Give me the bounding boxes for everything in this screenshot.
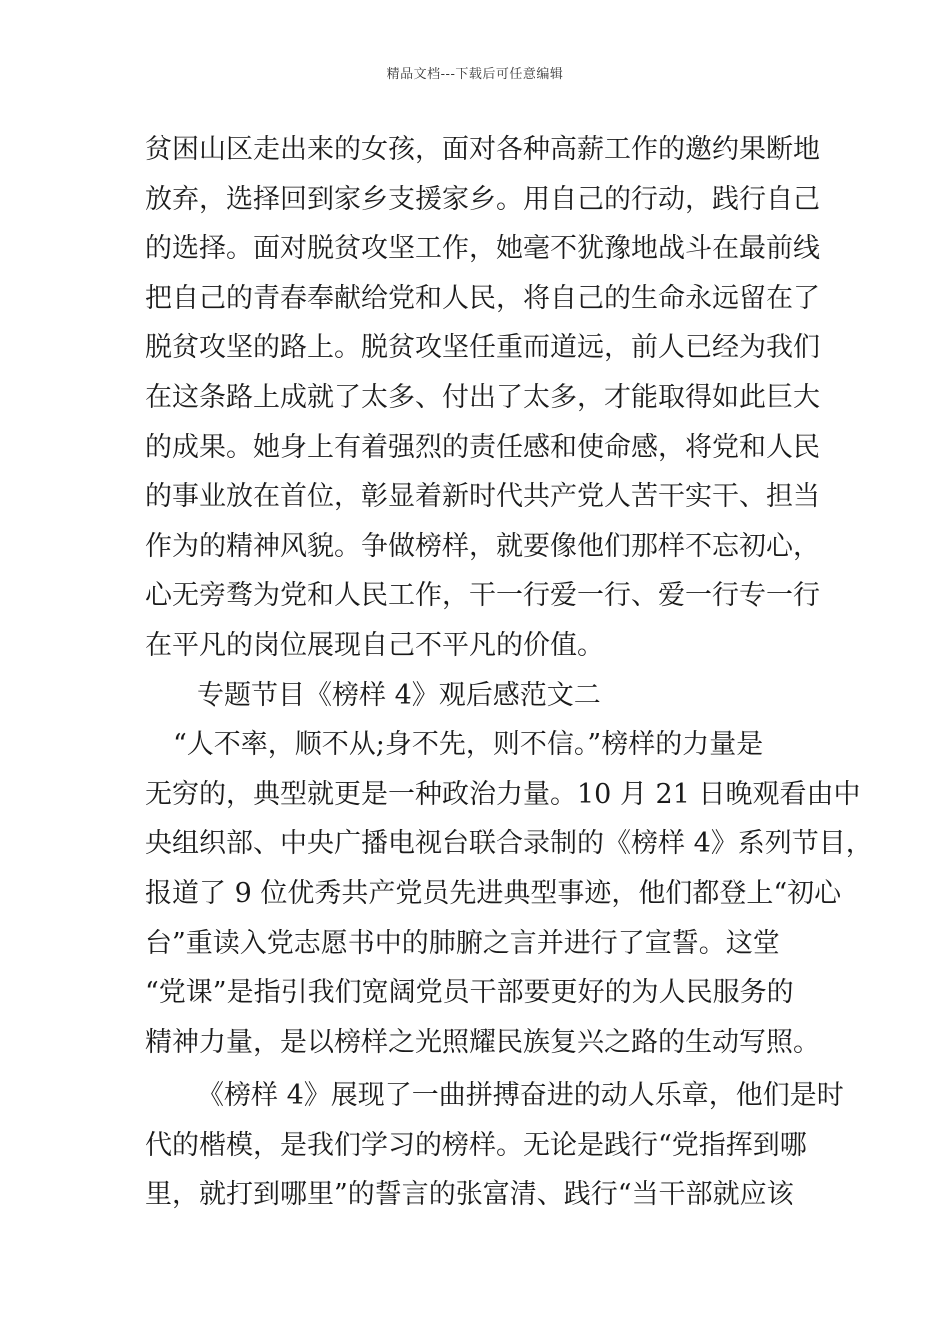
- text-line: 的成果。她身上有着强烈的责任感和使命感，将党和人民: [145, 431, 820, 463]
- text-line: 代的楷模，是我们学习的榜样。无论是践行“党指挥到哪: [145, 1129, 807, 1161]
- page-header: 精品文档---下载后可任意编辑: [386, 67, 564, 82]
- text-line: 报道了 9 位优秀共产党员先进典型事迹，他们都登上“初心: [145, 877, 842, 909]
- section-heading: 专题节目《榜样 4》观后感范文二: [197, 679, 601, 711]
- text-line: 的事业放在首位，彰显着新时代共产党人苦干实干、担当: [145, 481, 820, 513]
- text-line: 央组织部、中央广播电视台联合录制的《榜样 4》系列节目，: [145, 828, 873, 860]
- text-line: “党课”是指引我们宽阔党员干部要更好的为人民服务的: [145, 977, 794, 1009]
- text-line: 的选择。面对脱贫攻坚工作，她毫不犹豫地战斗在最前线: [145, 233, 820, 265]
- text-line: “人不率，顺不从;身不先，则不信。”榜样的力量是: [173, 729, 764, 761]
- text-line: 精神力量，是以榜样之光照耀民族复兴之路的生动写照。: [145, 1026, 820, 1058]
- text-line: 把自己的青春奉献给党和人民，将自己的生命永远留在了: [145, 282, 820, 314]
- text-line: 放弃，选择回到家乡支援家乡。用自己的行动，践行自己: [145, 183, 820, 215]
- text-line: 里，就打到哪里”的誓言的张富清、践行“当干部就应该: [145, 1179, 794, 1211]
- text-line: 贫困山区走出来的女孩，面对各种高薪工作的邀约果断地: [145, 134, 820, 165]
- text-line: 《榜样 4》展现了一曲拼搏奋进的动人乐章，他们是时: [197, 1080, 844, 1112]
- text-line: 台”重读入党志愿书中的肺腑之言并进行了宣誓。这堂: [145, 927, 780, 959]
- text-line: 无穷的，典型就更是一种政治力量。10 月 21 日晚观看由中: [145, 778, 861, 810]
- text-line: 脱贫攻坚的路上。脱贫攻坚任重而道远，前人已经为我们: [145, 332, 820, 364]
- text-line: 在平凡的岗位展现自己不平凡的价值。: [145, 629, 604, 661]
- text-line: 作为的精神风貌。争做榜样，就要像他们那样不忘初心，: [145, 530, 820, 562]
- text-line: 心无旁骛为党和人民工作，干一行爱一行、爱一行专一行: [145, 580, 820, 612]
- text-line: 在这条路上成就了太多、付出了太多，才能取得如此巨大: [145, 381, 820, 413]
- document-body: [145, 125, 873, 1220]
